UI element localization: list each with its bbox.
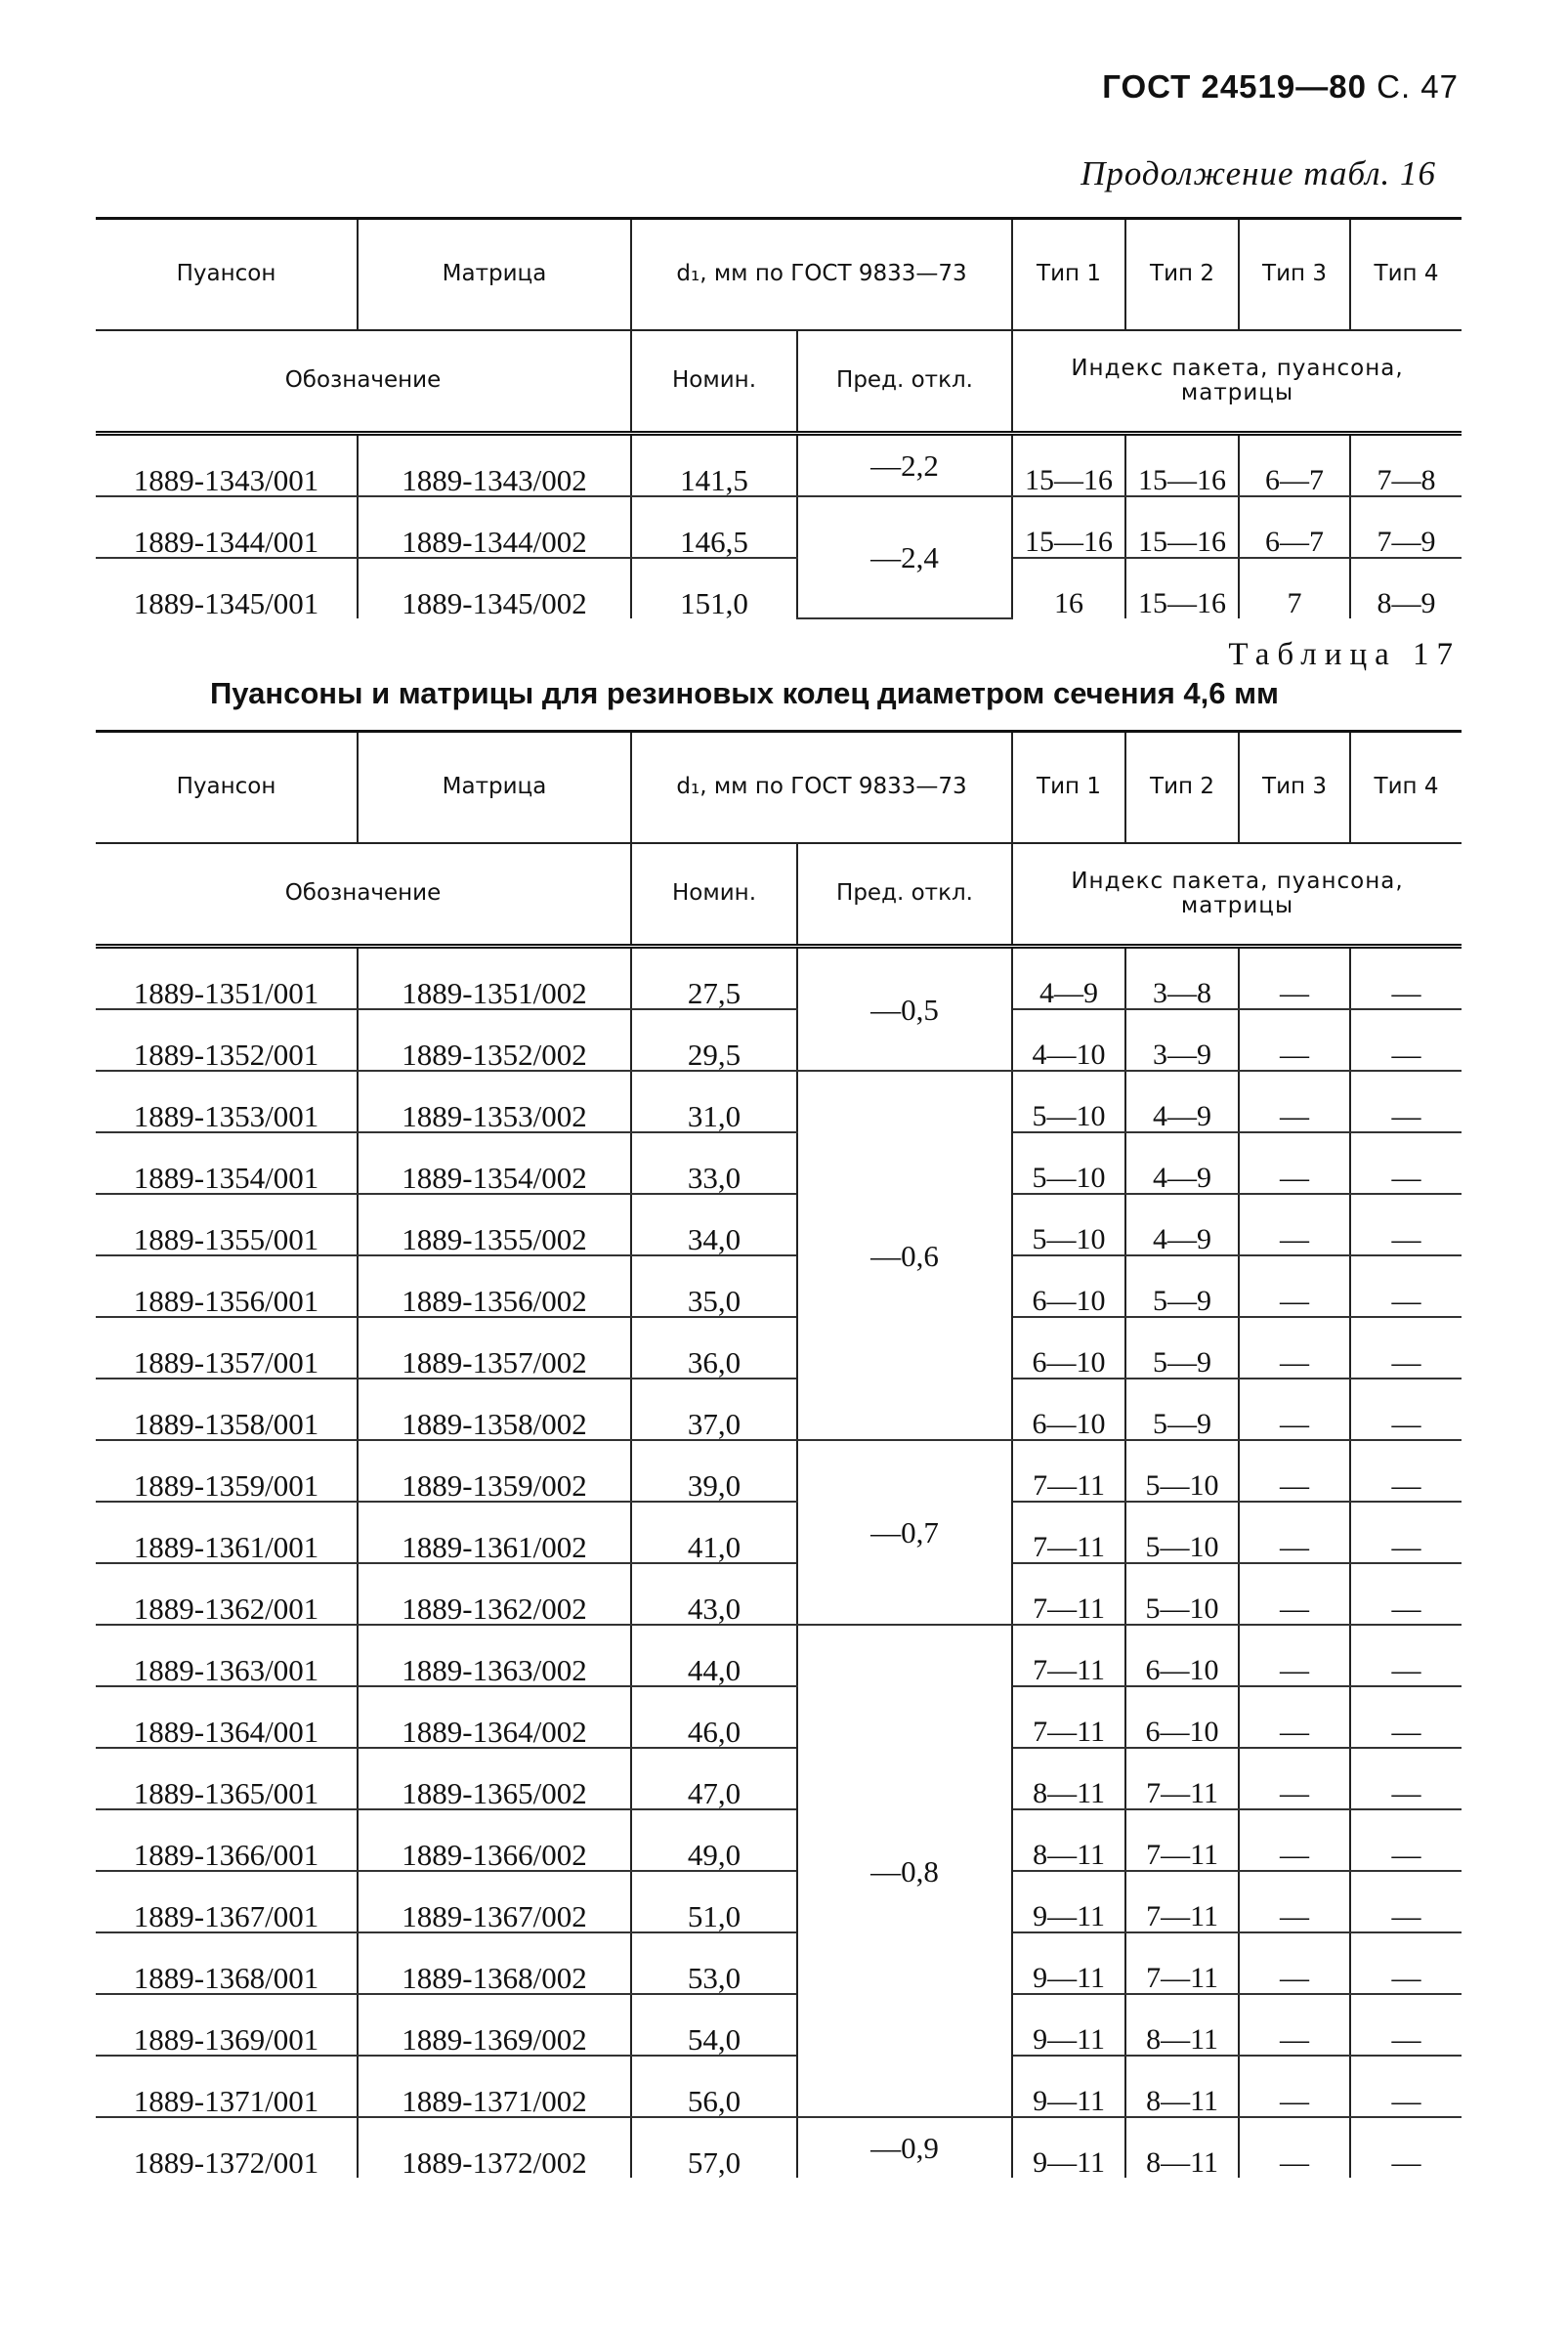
header-type4: Тип 4 [1350,219,1462,331]
type4-cell: — [1350,2117,1462,2178]
type4-cell: — [1350,1440,1462,1502]
die-cell: 1889-1344/002 [358,496,631,558]
type1-cell: 15—16 [1012,496,1125,558]
type4-cell: — [1350,1871,1462,1932]
table-row [96,1932,1462,1994]
type3-cell: 6—7 [1239,434,1350,497]
type4-cell: — [1350,1502,1462,1563]
punch-cell: 1889-1362/001 [96,1563,358,1625]
die-cell: 1889-1356/002 [358,1255,631,1317]
type1-cell: 6—10 [1012,1255,1125,1317]
table-row [96,1686,1462,1748]
type4-cell: 7—8 [1350,434,1462,497]
type1-cell: 9—11 [1012,1994,1125,2056]
type4-cell: — [1350,1563,1462,1625]
die-cell: 1889-1365/002 [358,1748,631,1809]
table-17 [96,730,1462,2178]
type2-cell: 5—9 [1125,1317,1239,1379]
type2-cell: 5—10 [1125,1502,1239,1563]
punch-cell: 1889-1366/001 [96,1809,358,1871]
header-type2: Тип 2 [1125,219,1239,331]
type4-cell: — [1350,1071,1462,1132]
table-row [96,1379,1462,1440]
punch-cell: 1889-1372/001 [96,2117,358,2178]
type4-cell: — [1350,1132,1462,1194]
type4-cell: — [1350,1379,1462,1440]
type3-cell: — [1239,1625,1350,1686]
header-designation: Обозначение [96,330,631,434]
header-tolerance: Пред. откл. [797,843,1012,947]
type1-cell: 8—11 [1012,1809,1125,1871]
type2-cell: 15—16 [1125,558,1239,618]
header-die: Матрица [358,219,631,331]
header-type1: Тип 1 [1012,732,1125,844]
punch-cell: 1889-1356/001 [96,1255,358,1317]
table-16 [96,217,1462,619]
punch-cell: 1889-1345/001 [96,558,358,618]
type3-cell: — [1239,1194,1350,1255]
table-17-number: Таблица 17 [1228,637,1461,672]
type1-cell: 5—10 [1012,1071,1125,1132]
punch-cell: 1889-1364/001 [96,1686,358,1748]
die-cell: 1889-1371/002 [358,2056,631,2117]
table-row [96,496,1462,558]
table-row [96,1071,1462,1132]
type1-cell: 6—10 [1012,1317,1125,1379]
header-type1: Тип 1 [1012,219,1125,331]
type1-cell: 5—10 [1012,1194,1125,1255]
table-16-body [96,434,1462,619]
type3-cell: — [1239,1502,1350,1563]
standard-number: ГОСТ 24519—80 [1102,68,1367,105]
type1-cell: 4—10 [1012,1009,1125,1071]
die-cell: 1889-1352/002 [358,1009,631,1071]
nominal-cell: 151,0 [631,558,797,618]
type1-cell: 7—11 [1012,1625,1125,1686]
nominal-cell: 146,5 [631,496,797,558]
type2-cell: 3—8 [1125,947,1239,1010]
type2-cell: 5—9 [1125,1379,1239,1440]
type4-cell: — [1350,1748,1462,1809]
die-cell: 1889-1367/002 [358,1871,631,1932]
type3-cell: — [1239,1932,1350,1994]
punch-cell: 1889-1358/001 [96,1379,358,1440]
punch-cell: 1889-1352/001 [96,1009,358,1071]
header-punch: Пуансон [96,219,358,331]
type3-cell: — [1239,1071,1350,1132]
type3-cell: — [1239,1009,1350,1071]
type3-cell: — [1239,1809,1350,1871]
type4-cell: — [1350,1255,1462,1317]
type1-cell: 9—11 [1012,2117,1125,2178]
punch-cell: 1889-1365/001 [96,1748,358,1809]
type4-cell: — [1350,947,1462,1010]
die-cell: 1889-1353/002 [358,1071,631,1132]
tolerance-cell: —0,9 [797,2117,1012,2178]
header-type4: Тип 4 [1350,732,1462,844]
nominal-cell: 54,0 [631,1994,797,2056]
type1-cell: 16 [1012,558,1125,618]
type2-cell: 4—9 [1125,1194,1239,1255]
type1-cell: 6—10 [1012,1379,1125,1440]
type3-cell: — [1239,1748,1350,1809]
table-row [96,1317,1462,1379]
punch-cell: 1889-1363/001 [96,1625,358,1686]
table-row [96,1194,1462,1255]
nominal-cell: 36,0 [631,1317,797,1379]
die-cell: 1889-1345/002 [358,558,631,618]
die-cell: 1889-1368/002 [358,1932,631,1994]
tolerance-cell: —0,5 [797,947,1012,1072]
type3-cell: — [1239,1379,1350,1440]
die-cell: 1889-1357/002 [358,1317,631,1379]
type1-cell: 9—11 [1012,1932,1125,1994]
type2-cell: 8—11 [1125,1994,1239,2056]
table-row [96,1502,1462,1563]
type4-cell: — [1350,1686,1462,1748]
page-header [1102,68,1459,106]
table-row [96,947,1462,1010]
punch-cell: 1889-1344/001 [96,496,358,558]
type2-cell: 5—10 [1125,1440,1239,1502]
table-row [96,1809,1462,1871]
table-row [96,1994,1462,2056]
type1-cell: 15—16 [1012,434,1125,497]
header-tolerance: Пред. откл. [797,330,1012,434]
tolerance-cell: —2,4 [797,496,1012,618]
punch-cell: 1889-1369/001 [96,1994,358,2056]
punch-cell: 1889-1368/001 [96,1932,358,1994]
tolerance-cell: —0,8 [797,1625,1012,2117]
nominal-cell: 46,0 [631,1686,797,1748]
tolerance-cell: —2,2 [797,434,1012,497]
type4-cell: 7—9 [1350,496,1462,558]
header-d1: d₁, мм по ГОСТ 9833—73 [631,732,1012,844]
type1-cell: 7—11 [1012,1502,1125,1563]
header-d1: d₁, мм по ГОСТ 9833—73 [631,219,1012,331]
type2-cell: 5—9 [1125,1255,1239,1317]
type3-cell: — [1239,1563,1350,1625]
type2-cell: 15—16 [1125,434,1239,497]
type3-cell: — [1239,1255,1350,1317]
nominal-cell: 37,0 [631,1379,797,1440]
table-17-title: Пуансоны и матрицы для резиновых колец диаметром сечения 4,6 мм [210,676,1279,710]
type2-cell: 8—11 [1125,2056,1239,2117]
header-index: Индекс пакета, пуансона, матрицы [1012,330,1462,434]
table-row [96,2117,1462,2178]
type1-cell: 8—11 [1012,1748,1125,1809]
type1-cell: 5—10 [1012,1132,1125,1194]
punch-cell: 1889-1361/001 [96,1502,358,1563]
punch-cell: 1889-1359/001 [96,1440,358,1502]
type2-cell: 15—16 [1125,496,1239,558]
type3-cell: — [1239,947,1350,1010]
nominal-cell: 29,5 [631,1009,797,1071]
die-cell: 1889-1343/002 [358,434,631,497]
type2-cell: 4—9 [1125,1132,1239,1194]
header-type3: Тип 3 [1239,219,1350,331]
die-cell: 1889-1354/002 [358,1132,631,1194]
nominal-cell: 27,5 [631,947,797,1010]
die-cell: 1889-1361/002 [358,1502,631,1563]
table-row [96,1625,1462,1686]
type4-cell: — [1350,1994,1462,2056]
die-cell: 1889-1366/002 [358,1809,631,1871]
table-17-body [96,947,1462,2179]
nominal-cell: 41,0 [631,1502,797,1563]
table-row [96,434,1462,497]
header-nominal: Номин. [631,843,797,947]
header-index: Индекс пакета, пуансона, матрицы [1012,843,1462,947]
type3-cell: — [1239,1686,1350,1748]
type3-cell: — [1239,1317,1350,1379]
type3-cell: 6—7 [1239,496,1350,558]
type3-cell: — [1239,2056,1350,2117]
punch-cell: 1889-1367/001 [96,1871,358,1932]
table-row [96,1563,1462,1625]
nominal-cell: 31,0 [631,1071,797,1132]
table-row [96,1255,1462,1317]
type3-cell: — [1239,1132,1350,1194]
type1-cell: 7—11 [1012,1563,1125,1625]
type3-cell: — [1239,1871,1350,1932]
type4-cell: 8—9 [1350,558,1462,618]
header-type2: Тип 2 [1125,732,1239,844]
type2-cell: 6—10 [1125,1625,1239,1686]
type4-cell: — [1350,1194,1462,1255]
type2-cell: 7—11 [1125,1809,1239,1871]
table-row [96,1871,1462,1932]
nominal-cell: 57,0 [631,2117,797,2178]
header-designation: Обозначение [96,843,631,947]
die-cell: 1889-1369/002 [358,1994,631,2056]
punch-cell: 1889-1353/001 [96,1071,358,1132]
type3-cell: — [1239,2117,1350,2178]
table-row [96,558,1462,618]
type4-cell: — [1350,1625,1462,1686]
die-cell: 1889-1351/002 [358,947,631,1010]
nominal-cell: 47,0 [631,1748,797,1809]
tolerance-cell: —0,7 [797,1440,1012,1625]
nominal-cell: 34,0 [631,1194,797,1255]
table-row [96,1132,1462,1194]
die-cell: 1889-1363/002 [358,1625,631,1686]
nominal-cell: 49,0 [631,1809,797,1871]
punch-cell: 1889-1343/001 [96,434,358,497]
type2-cell: 8—11 [1125,2117,1239,2178]
punch-cell: 1889-1357/001 [96,1317,358,1379]
die-cell: 1889-1372/002 [358,2117,631,2178]
type2-cell: 5—10 [1125,1563,1239,1625]
type1-cell: 9—11 [1012,2056,1125,2117]
nominal-cell: 141,5 [631,434,797,497]
type2-cell: 6—10 [1125,1686,1239,1748]
type2-cell: 3—9 [1125,1009,1239,1071]
die-cell: 1889-1358/002 [358,1379,631,1440]
type4-cell: — [1350,1809,1462,1871]
header-nominal: Номин. [631,330,797,434]
type3-cell: — [1239,1440,1350,1502]
table-row [96,1748,1462,1809]
type1-cell: 7—11 [1012,1686,1125,1748]
table-row [96,1009,1462,1071]
nominal-cell: 53,0 [631,1932,797,1994]
header-die: Матрица [358,732,631,844]
type2-cell: 7—11 [1125,1932,1239,1994]
die-cell: 1889-1355/002 [358,1194,631,1255]
punch-cell: 1889-1351/001 [96,947,358,1010]
punch-cell: 1889-1371/001 [96,2056,358,2117]
type1-cell: 4—9 [1012,947,1125,1010]
nominal-cell: 35,0 [631,1255,797,1317]
page-number: С. 47 [1377,68,1459,105]
die-cell: 1889-1364/002 [358,1686,631,1748]
type4-cell: — [1350,1009,1462,1071]
header-punch: Пуансон [96,732,358,844]
die-cell: 1889-1362/002 [358,1563,631,1625]
type4-cell: — [1350,2056,1462,2117]
type3-cell: 7 [1239,558,1350,618]
punch-cell: 1889-1355/001 [96,1194,358,1255]
table-row [96,1440,1462,1502]
punch-cell: 1889-1354/001 [96,1132,358,1194]
nominal-cell: 51,0 [631,1871,797,1932]
die-cell: 1889-1359/002 [358,1440,631,1502]
nominal-cell: 33,0 [631,1132,797,1194]
nominal-cell: 39,0 [631,1440,797,1502]
type1-cell: 9—11 [1012,1871,1125,1932]
type4-cell: — [1350,1932,1462,1994]
header-type3: Тип 3 [1239,732,1350,844]
table-row [96,2056,1462,2117]
type2-cell: 4—9 [1125,1071,1239,1132]
nominal-cell: 56,0 [631,2056,797,2117]
nominal-cell: 43,0 [631,1563,797,1625]
nominal-cell: 44,0 [631,1625,797,1686]
type2-cell: 7—11 [1125,1748,1239,1809]
tolerance-cell: —0,6 [797,1071,1012,1440]
type4-cell: — [1350,1317,1462,1379]
type1-cell: 7—11 [1012,1440,1125,1502]
table-16-continuation-label: Продолжение табл. 16 [1081,154,1436,192]
type3-cell: — [1239,1994,1350,2056]
type2-cell: 7—11 [1125,1871,1239,1932]
